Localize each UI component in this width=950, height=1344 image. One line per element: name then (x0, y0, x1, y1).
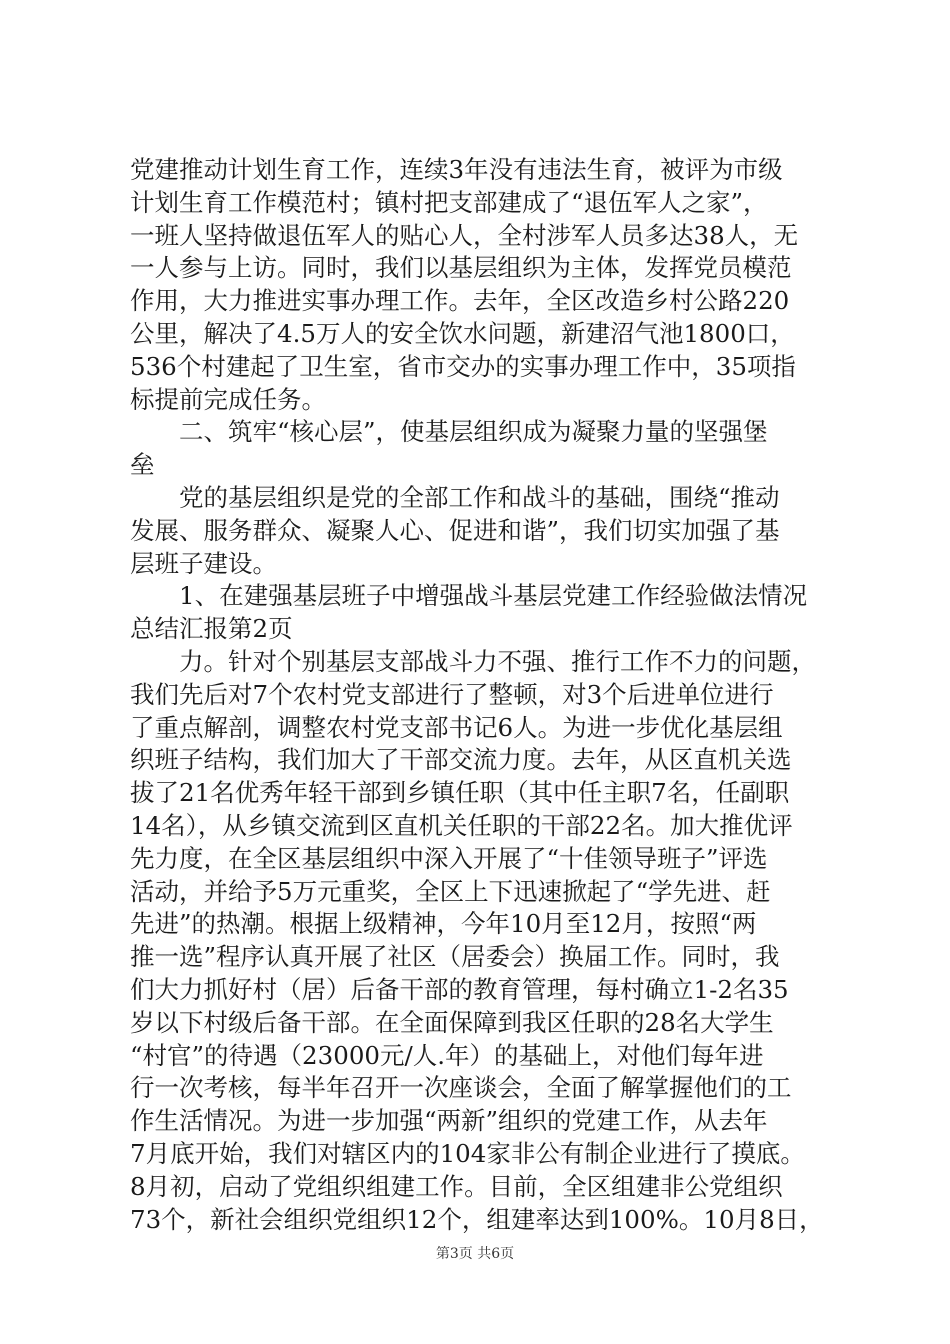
text-line: 推一选”程序认真开展了社区（居委会）换届工作。同时，我 (130, 942, 780, 972)
text-line: 作用，大力推进实事办理工作。去年，全区改造乡村公路220 (130, 286, 790, 316)
text-line: 我们先后对7个农村党支部进行了整顿，对3个后进单位进行 (130, 679, 774, 709)
text-line: 14名），从乡镇交流到区直机关任职的干部22名。加大推优评 (130, 810, 793, 840)
text-line: 党的基层组织是党的全部工作和战斗的基础，围绕“推动 (130, 482, 780, 512)
text-line: “村官”的待遇（23000元/人.年）的基础上，对他们每年进 (130, 1040, 764, 1070)
text-line: 行一次考核，每半年召开一次座谈会，全面了解掌握他们的工 (130, 1073, 792, 1103)
document-body (130, 154, 830, 1236)
text-line: 织班子结构，我们加大了干部交流力度。去年，从区直机关选 (130, 745, 792, 775)
text-line: 了重点解剖，调整农村党支部书记6人。为进一步优化基层组 (130, 712, 783, 742)
text-line: 先力度，在全区基层组织中深入开展了“十佳领导班子”评选 (130, 843, 768, 873)
page-footer: 第3页 共6页 (435, 1246, 515, 1262)
text-line: 作生活情况。为进一步加强“两新”组织的党建工作，从去年 (130, 1106, 768, 1136)
text-line: 一班人坚持做退伍军人的贴心人，全村涉军人员多达38人，无 (130, 220, 799, 250)
text-line: 们大力抓好村（居）后备干部的教育管理，每村确立1-2名35 (130, 974, 789, 1004)
text-line: 公里，解决了4.5万人的安全饮水问题，新建沼气池1800口， (130, 318, 795, 348)
text-line: 党建推动计划生育工作，连续3年没有违法生育，被评为市级 (130, 155, 783, 184)
text-line: 一人参与上访。同时，我们以基层组织为主体，发挥党员模范 (130, 253, 792, 283)
text-line: 发展、服务群众、凝聚人心、促进和谐”，我们切实加强了基 (130, 515, 780, 545)
text-line: 岁以下村级后备干部。在全面保障到我区任职的28名大学生 (130, 1007, 774, 1037)
text-line: 73个，新社会组织党组织12个，组建率达到100%。10月8日， (130, 1204, 824, 1234)
text-line: 拔了21名优秀年轻干部到乡镇任职（其中任主职7名，任副职 (130, 778, 790, 808)
text-line: 层班子建设。 (130, 548, 277, 578)
subheading-line: 总结汇报第2页 (130, 614, 293, 644)
text-line: 计划生育工作模范村；镇村把支部建成了“退伍军人之家”， (130, 187, 768, 217)
section-heading-line: 垒 (130, 450, 155, 480)
text-line: 7月底开始，我们对辖区内的104家非公有制企业进行了摸底。 (130, 1138, 805, 1168)
text-line: 标提前完成任务。 (130, 384, 326, 414)
text-line: 活动，并给予5万元重奖，全区上下迅速掀起了“学先进、赶 (130, 876, 771, 906)
text-line: 力。针对个别基层支部战斗力不强、推行工作不力的问题， (130, 646, 816, 676)
text-line: 先进”的热潮。根据上级精神，今年10月至12月，按照“两 (130, 909, 757, 939)
section-heading-line: 二、筑牢“核心层”，使基层组织成为凝聚力量的坚强堡 (130, 417, 768, 447)
subheading-line: 1、在建强基层班子中增强战斗基层党建工作经验做法情况 (130, 581, 808, 611)
text-line: 536个村建起了卫生室，省市交办的实事办理工作中，35项指 (130, 351, 796, 381)
text-line: 8月初，启动了党组织组建工作。目前，全区组建非公党组织 (130, 1171, 783, 1201)
